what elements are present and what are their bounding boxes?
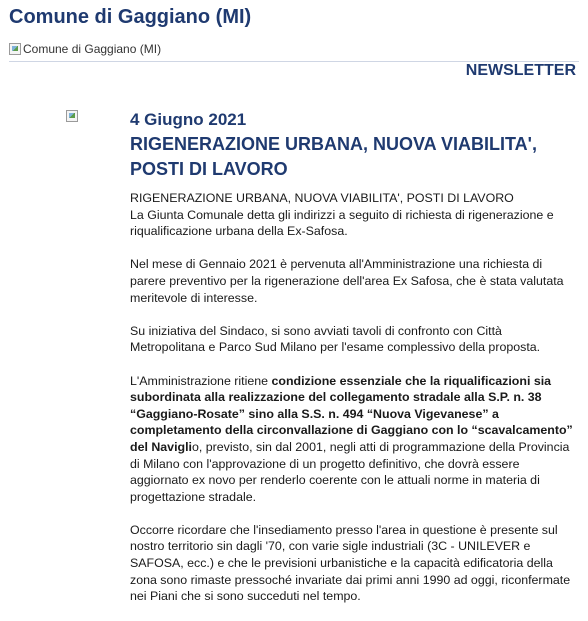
logo-image [9,42,161,56]
article-paragraph-5: Occorre ricordare che l'insediamento presso l'area in questione è presente sul nostro territorio sin dagli '70, con varie sigle industriali (3C - UNILEVER e SAFOSA, ecc.) e che le previsioni urbanistiche e la capacità edificatoria della zona sono rimaste pressoché invariate dai primi anni 1990 ad oggi, riconfermate nei Piani che si sono succeduti nel tempo. [130,522,571,604]
article-paragraph-2: Nel mese di Gennaio 2021 è pervenuta all'Amministrazione una richiesta di parere preventivo per la rigenerazione dell'area Ex Safosa, che è stata valutata meritevole di interesse. [130,257,564,305]
newsletter-label: NEWSLETTER [465,62,576,79]
article-lead: RIGENERAZIONE URBANA, NUOVA VIABILITA', POSTI DI LAVORO [130,191,514,205]
article-paragraph-3: Su iniziativa del Sindaco, si sono avviati tavoli di confronto con Città Metropolitana e Parco Sud Milano per l'esame complessivo della proposta. [130,323,541,355]
logo-alt-text: Comune di Gaggiano (MI) [23,42,162,56]
paragraph-4-bold: condizione essenziale che la riqualificazioni sia subordinata alla realizzazione del collegamento stradale alla S.P. n. 38 “Gaggiano-Rosate” sino alla S.S. n. 494 “Nuova Vigevanese” a completamento della circonvallazione di Gaggiano con lo “scavalcamento” del Navigli [130,373,573,454]
article [130,110,578,621]
article-title[interactable]: RIGENERAZIONE URBANA, NUOVA VIABILITA', POSTI DI LAVORO [130,134,537,179]
paragraph-4-end: o, previsto, sin dal 2001, negli atti di programmazione della Provincia di Milano con l'approvazione di un progetto definitivo, che dovrà essere aggiornato ex novo per renderlo coerente con le attuali norme in materia di progettazione stradale. [130,439,570,504]
article-body [130,190,578,605]
paragraph-4-start: L'Amministrazione ritiene [130,373,272,388]
article-paragraph-4 [130,373,578,506]
site-title[interactable]: Comune di Gaggiano (MI) [9,6,252,28]
broken-image-icon [9,43,21,55]
article-date: 4 Giugno 2021 [130,110,247,129]
article-paragraph-1: La Giunta Comunale detta gli indirizzi a seguito di richiesta di rigenerazione e riqualificazione urbana della Ex-Safosa. [130,207,554,239]
article-image-broken-icon [66,110,78,122]
